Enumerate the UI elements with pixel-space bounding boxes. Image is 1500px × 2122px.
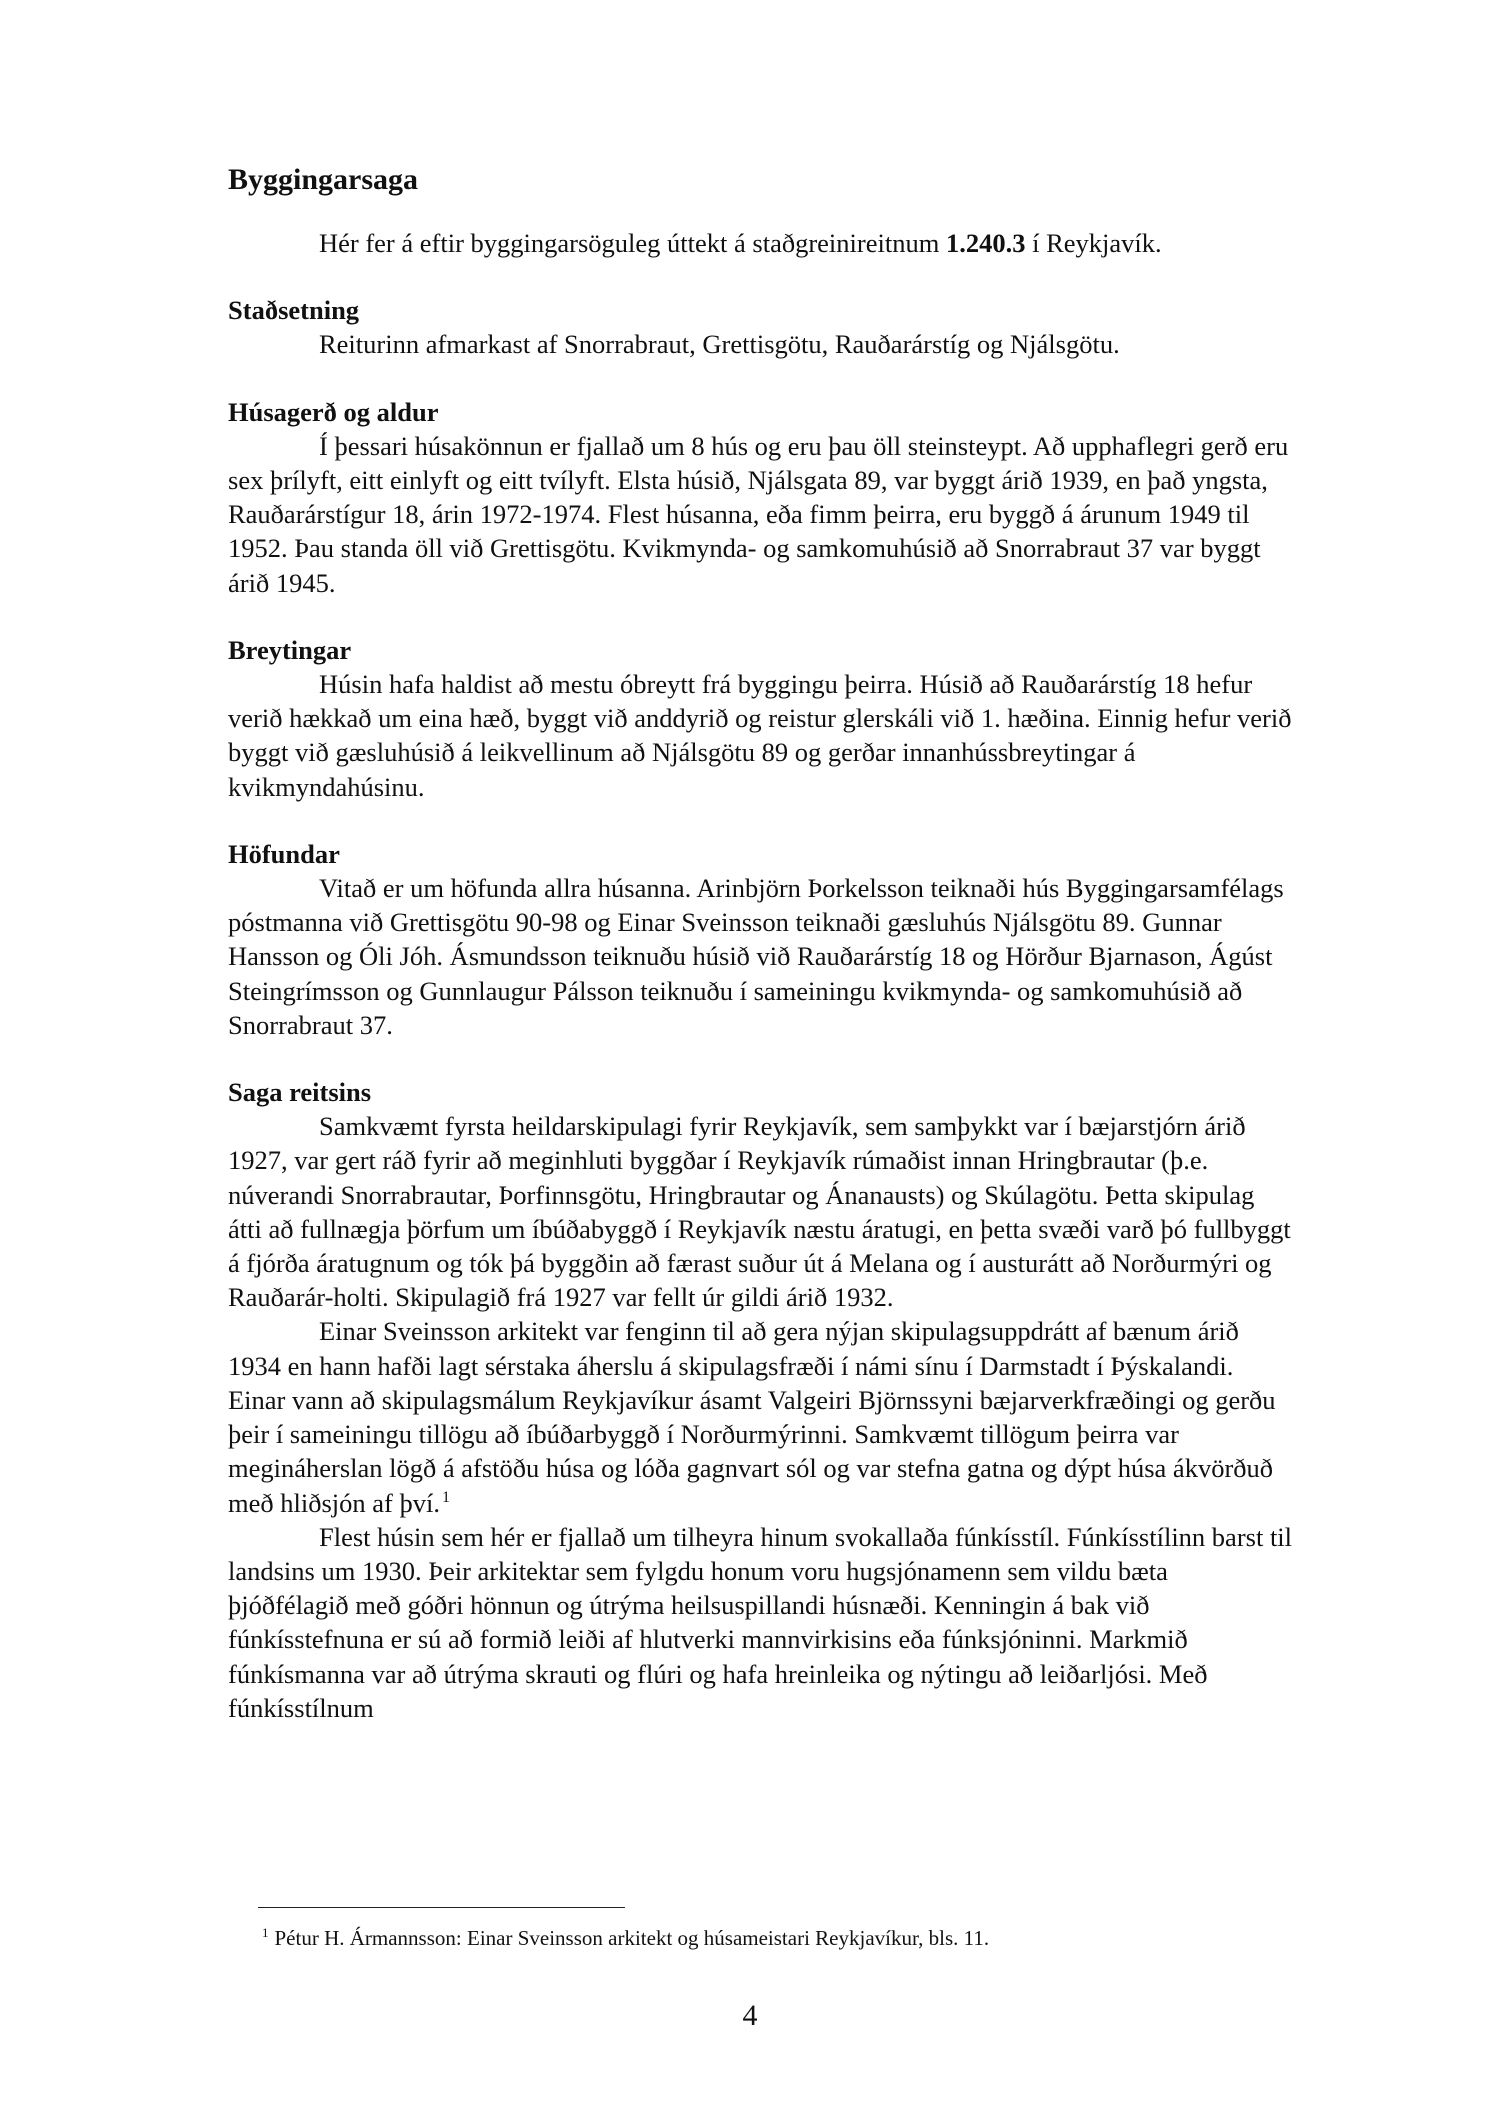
section-heading: Staðsetning <box>228 295 360 326</box>
page-number: 4 <box>742 1999 758 2032</box>
page-title: Byggingarsaga <box>228 163 419 196</box>
section-paragraph: Flest húsin sem hér er fjallað um tilheyra hinum svokallaða fúnkísstíl. Fúnkísstílinn barst til landsins um 1930. Þeir arkitektar sem fylgdu honum voru hugsjónamenn sem vildu bæta þjóðfélagið með góðri hönnun og útrýma heilsuspillandi húsnæði. Kenningin á bak við fúnkísstefnuna er sú að formið leiði af hlutverki mannvirkisins eða fúnksjóninni. Markmið fúnkísmanna var að útrýma skrauti og flúri og hafa hreinleika og nýtingu að leiðarljósi. Með fúnkísstílnum <box>228 1521 1293 1723</box>
section-stadsetning <box>228 293 1293 361</box>
section-paragraph: Samkvæmt fyrsta heildarskipulagi fyrir Reykjavík, sem samþykkt var í bæjarstjórn árið 1927, var gert ráð fyrir að meginhluti byggðar í Reykjavík rúmaðist innan Hringbrautar (þ.e. núverandi Snorrabrautar, Þorfinnsgötu, Hringbrautar og Ánanausts) og Skúlagötu. Þetta skipulag átti að fullnægja þörfum um íbúðabyggð í Reykjavík næstu áratugi, en þetta svæði varð þó fullbyggt á fjórða áratugnum og tók þá byggðin að færast suður út á Melana og í austurátt að Norðurmýri og Rauðarár-holti. Skipulagið frá 1927 var fellt úr gildi árið 1932. <box>228 1111 1291 1313</box>
section-saga-reitsins <box>228 1075 1293 1725</box>
footnote <box>262 1924 1262 1952</box>
section-heading: Breytingar <box>228 634 352 665</box>
intro-text-after: í Reykjavík. <box>1025 228 1162 258</box>
section-paragraph-with-footnote <box>228 1314 1293 1519</box>
section-heading: Saga reitsins <box>228 1077 372 1108</box>
footnote-separator <box>258 1907 625 1908</box>
paragraph-text: Einar Sveinsson arkitekt var fenginn til að gera nýjan skipulagsuppdrátt af bænum árið 1934 en hann hafði lagt sérstaka áherslu á skipulagsfræði í námi sínu í Darmstadt í Þýskalandi. Einar vann að skipulagsmálum Reykjavíkur ásamt Valgeiri Björnssyni bæjarverkfræðingi og gerðu þeir í sameiningu tillögu að íbúðarbyggð í Norðurmýrinni. Samkvæmt tillögum þeirra var megináherslan lögð á afstöðu húsa og lóða gagnvart sól og var stefna gatna og dýpt húsa ákvörðuð með hliðsjón af því. <box>228 1316 1276 1518</box>
section-paragraph: Vitað er um höfunda allra húsanna. Arinbjörn Þorkelsson teiknaði hús Byggingarsamfélags póstmanna við Grettisgötu 90-98 og Einar Sveinsson teiknaði gæsluhús Njálsgötu 89. Gunnar Hansson og Óli Jóh. Ásmundsson teiknuðu húsið við Rauðarárstíg 18 og Hörður Bjarnason, Ágúst Steingrímsson og Gunnlaugur Pálsson teiknuðu í sameiningu kvikmynda- og samkomuhúsið að Snorrabraut 37. <box>228 873 1284 1040</box>
footnote-mark: 1 <box>262 1925 269 1940</box>
section-heading: Höfundar <box>228 838 340 869</box>
section-heading: Húsagerð og aldur <box>228 396 439 427</box>
footnote-reference[interactable]: 1 <box>441 1488 450 1506</box>
section-husagerd <box>228 395 1293 600</box>
intro-plot-id: 1.240.3 <box>945 228 1026 258</box>
section-hofundar <box>228 837 1293 1042</box>
section-paragraph: Húsin hafa haldist að mestu óbreytt frá byggingu þeirra. Húsið að Rauðarárstíg 18 hefur verið hækkað um eina hæð, byggt við anddyrið og reistur glerskáli við 1. hæðina. Einnig hefur verið byggt við gæsluhúsið á leikvellinum að Njálsgötu 89 og gerðar innanhússbreytingar á kvikmyndahúsinu. <box>228 669 1292 802</box>
intro-text-before: Hér fer á eftir byggingarsöguleg úttekt á staðgreinireitnum <box>319 228 946 258</box>
section-breytingar <box>228 633 1293 804</box>
section-paragraph: Reiturinn afmarkast af Snorrabraut, Grettisgötu, Rauðarárstíg og Njálsgötu. <box>319 329 1120 360</box>
intro-paragraph <box>228 226 1293 260</box>
footnote-text: Pétur H. Ármannsson: Einar Sveinsson arkitekt og húsameistari Reykjavíkur, bls. 11. <box>274 1926 990 1950</box>
page-body <box>228 160 1293 1725</box>
section-paragraph: Í þessari húsakönnun er fjallað um 8 hús og eru þau öll steinsteypt. Að upphaflegri gerð eru sex þrílyft, eitt einlyft og eitt tvílyft. Elsta húsið, Njálsgata 89, var byggt árið 1939, en það yngsta, Rauðarárstígur 18, árin 1972-1974. Flest húsanna, eða fimm þeirra, eru byggð á árunum 1949 til 1952. Þau standa öll við Grettisgötu. Kvikmynda- og samkomuhúsið að Snorrabraut 37 var byggt árið 1945. <box>228 430 1289 598</box>
